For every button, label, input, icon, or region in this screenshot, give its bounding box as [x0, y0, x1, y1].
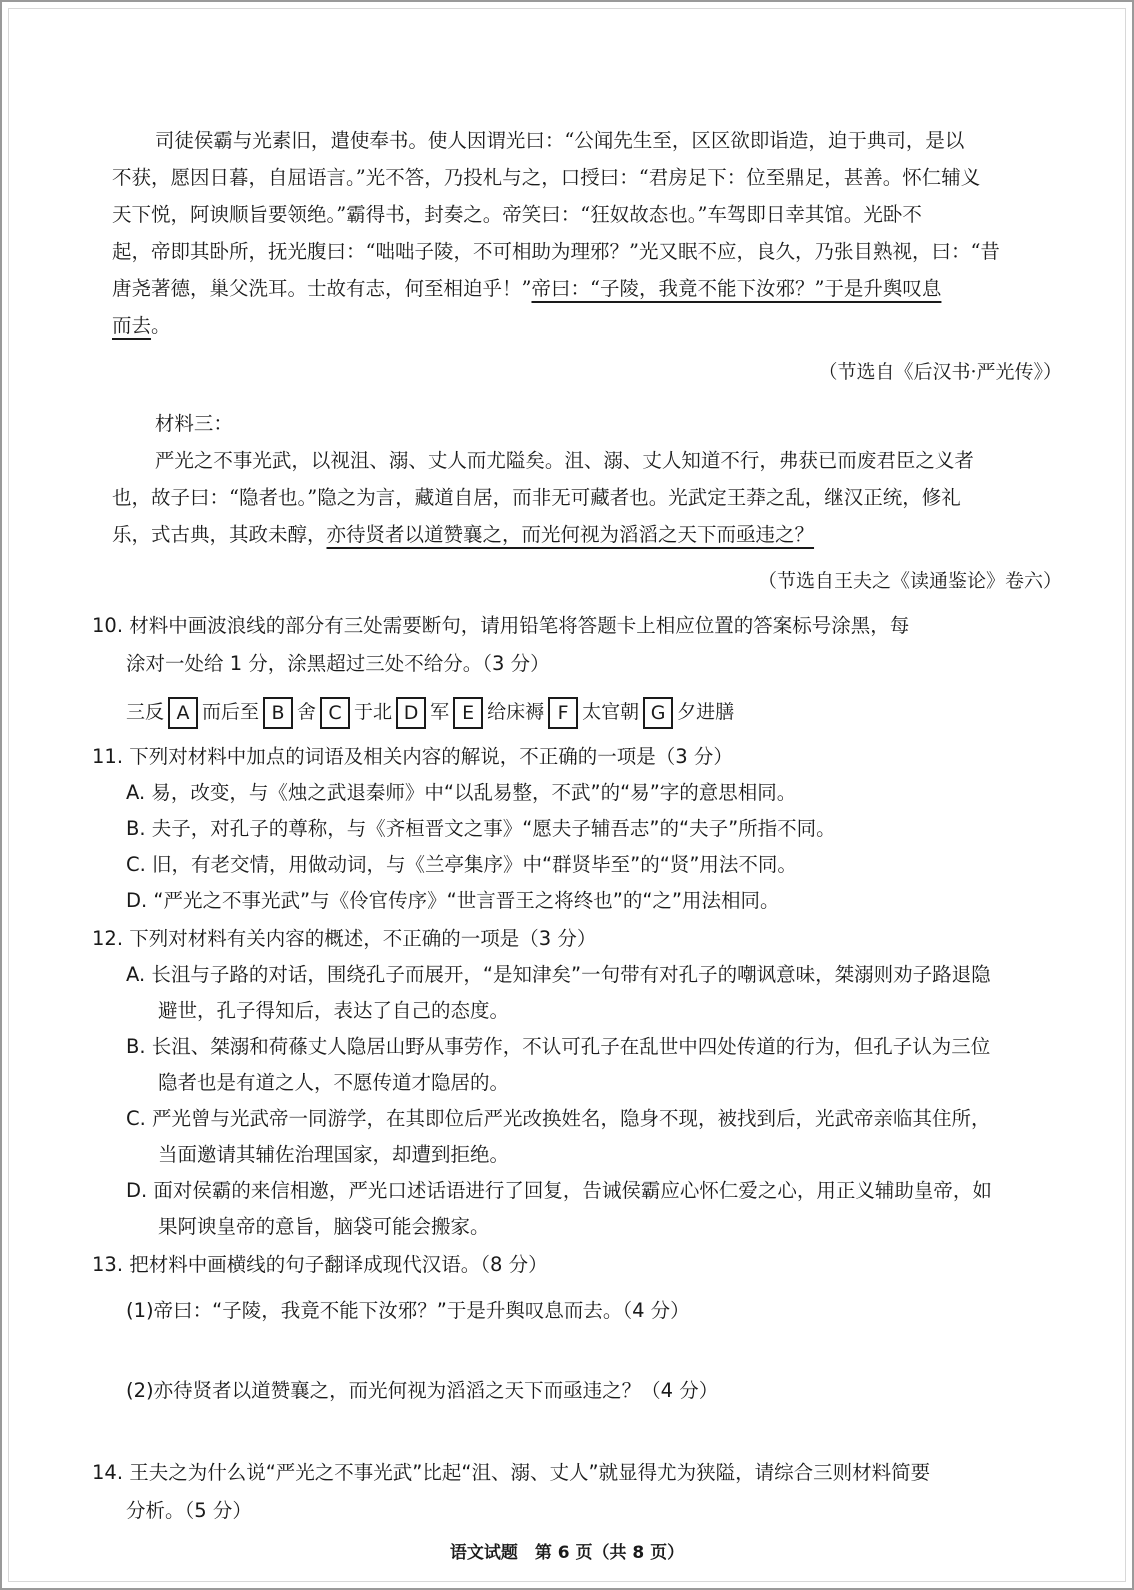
option-d[interactable]: D. 面对侯霸的来信相邀，严光口述话语进行了回复，告诫侯霸应心怀仁爱之心，用正义辅助皇帝，如果阿谀皇帝的意旨，脑袋可能会搬家。: [126, 1179, 992, 1238]
break-box-f[interactable]: F: [548, 697, 578, 729]
question-stem: 分析。（5 分）: [126, 1499, 252, 1522]
source-citation: （节选自《后汉书·严光传》）: [818, 361, 1062, 383]
material-3: [112, 405, 1062, 600]
translation-item-2: (2)亦待贤者以道赞襄之，而光何视为滔滔之天下而亟违之？（4 分）: [126, 1379, 719, 1402]
question-stem: 13. 把材料中画横线的句子翻译成现代汉语。（8 分）: [92, 1253, 548, 1276]
segment-text: 而后至: [202, 701, 260, 723]
question-stem: 10. 材料中画波浪线的部分有三处需要断句，请用铅笔将答题卡上相应位置的答案标号涂黑，每: [92, 614, 910, 637]
option-d[interactable]: D. “严光之不事光武”与《伶官传序》“世言晋王之将终也”的“之”用法相同。: [126, 889, 780, 912]
question-stem: 11. 下列对材料中加点的词语及相关内容的解说，不正确的一项是（3 分）: [92, 745, 733, 768]
passage-line: 天下悦，阿谀顺旨要领绝。”霸得书，封奏之。帝笑曰：“狂奴故态也。”车驾即日幸其馆。光卧不: [112, 203, 922, 226]
break-box-d[interactable]: D: [396, 697, 426, 729]
segment-text: 军: [430, 701, 450, 723]
passage-line: 司徒侯霸与光素旧，遣使奉书。使人因谓光曰：“公闻先生至，区区欲即诣造，迫于典司，是以: [154, 129, 965, 152]
segment-text: 于北: [354, 701, 393, 723]
break-box-g[interactable]: G: [643, 697, 673, 729]
segment-text: 三反: [126, 701, 165, 723]
break-box-b[interactable]: B: [263, 697, 293, 729]
segment-text: 给床褥: [487, 701, 545, 723]
passage-line: [112, 270, 1062, 307]
option-a[interactable]: A. 长沮与子路的对话，围绕孔子而展开，“是知津矣”一句带有对孔子的嘲讽意味，桀溺则劝子路退隐避世，孔子得知后，表达了自己的态度。: [126, 963, 991, 1022]
question-11: [92, 739, 1062, 919]
passage-line: [112, 307, 1062, 344]
translation-item-1: (1)帝曰：“子陵，我竟不能下汝邪？”于是升舆叹息而去。（4 分）: [126, 1299, 690, 1322]
source-citation: （节选自王夫之《读通鉴论》卷六）: [757, 570, 1062, 592]
passage-line: [112, 516, 1062, 553]
option-a[interactable]: A. 易，改变，与《烛之武退秦师》中“以乱易整，不武”的“易”字的意思相同。: [126, 781, 797, 804]
break-box-c[interactable]: C: [320, 697, 350, 729]
question-14: [92, 1455, 1062, 1529]
passage-line: 不获，愿因日暮，自屈语言。”光不答，乃投札与之，口授曰：“君房足下：位至鼎足，甚善。怀仁辅义: [112, 166, 981, 189]
page-footer: 语文试题 第 6 页（共 8 页）: [449, 1543, 685, 1563]
passage-line: 起，帝即其卧所，抚光腹曰：“咄咄子陵，不可相助为理邪？”光又眠不应，良久，乃张目熟视，曰：“昔: [112, 240, 1000, 263]
segment-text: 太官朝: [582, 701, 640, 723]
segment-text: 夕进膳: [677, 701, 735, 723]
option-c[interactable]: C. 旧，有老交情，用做动词，与《兰亭集序》中“群贤毕至”的“贤”用法不同。: [126, 853, 797, 876]
question-stem: 12. 下列对材料有关内容的概述，不正确的一项是（3 分）: [92, 927, 597, 950]
passage-text: 唐尧著德，巢父洗耳。士故有志，何至相迫乎！”: [112, 277, 532, 300]
passage-line: 也，故子曰：“隐者也。”隐之为言，藏道自居，而非无可藏者也。光武定王莽之乱，继汉正统，修礼: [112, 486, 961, 509]
question-12: [92, 921, 1062, 1245]
material-title: 材料三：: [154, 412, 233, 435]
passage-text: 乐，式古典，其政未醇，: [112, 523, 327, 546]
sentence-break-row: [112, 694, 1062, 731]
question-stem: 涂对一处给 1 分，涂黑超过三处不给分。（3 分）: [126, 652, 550, 675]
option-b[interactable]: B. 夫子，对孔子的尊称，与《齐桓晋文之事》“愿夫子辅吾志”的“夫子”所指不同。: [126, 817, 836, 840]
answer-space[interactable]: [112, 1409, 1062, 1447]
answer-space[interactable]: [112, 1329, 1062, 1363]
option-c[interactable]: C. 严光曾与光武帝一同游学，在其即位后严光改换姓名，隐身不现，被找到后，光武帝亲临其住所，当面邀请其辅佐治理国家，却遭到拒绝。: [126, 1107, 991, 1166]
question-13: [92, 1247, 1062, 1447]
underlined-sentence-1-end: 而去: [112, 314, 152, 337]
segment-text: 舍: [297, 701, 317, 723]
question-10: [92, 608, 1062, 731]
underlined-sentence-1: 帝曰：“子陵，我竟不能下汝邪？”于是升舆叹息: [531, 277, 942, 300]
break-box-a[interactable]: A: [168, 697, 198, 729]
question-stem: 14. 王夫之为什么说“严光之不事光武”比起“沮、溺、丈人”就显得尤为狭隘，请综合三则材料简要: [92, 1461, 931, 1484]
passage-top: [112, 122, 1062, 391]
option-b[interactable]: B. 长沮、桀溺和荷蓧丈人隐居山野从事劳作，不认可孔子在乱世中四处传道的行为，但孔子认为三位隐者也是有道之人，不愿传道才隐居的。: [126, 1035, 991, 1094]
underlined-sentence-2: 亦待贤者以道赞襄之，而光何视为滔滔之天下而亟违之？: [326, 523, 815, 546]
passage-text: 。: [151, 314, 171, 337]
passage-line: 严光之不事光武，以视沮、溺、丈人而尤隘矣。沮、溺、丈人知道不行，弗获已而废君臣之义者: [154, 449, 974, 472]
break-box-e[interactable]: E: [453, 697, 483, 729]
